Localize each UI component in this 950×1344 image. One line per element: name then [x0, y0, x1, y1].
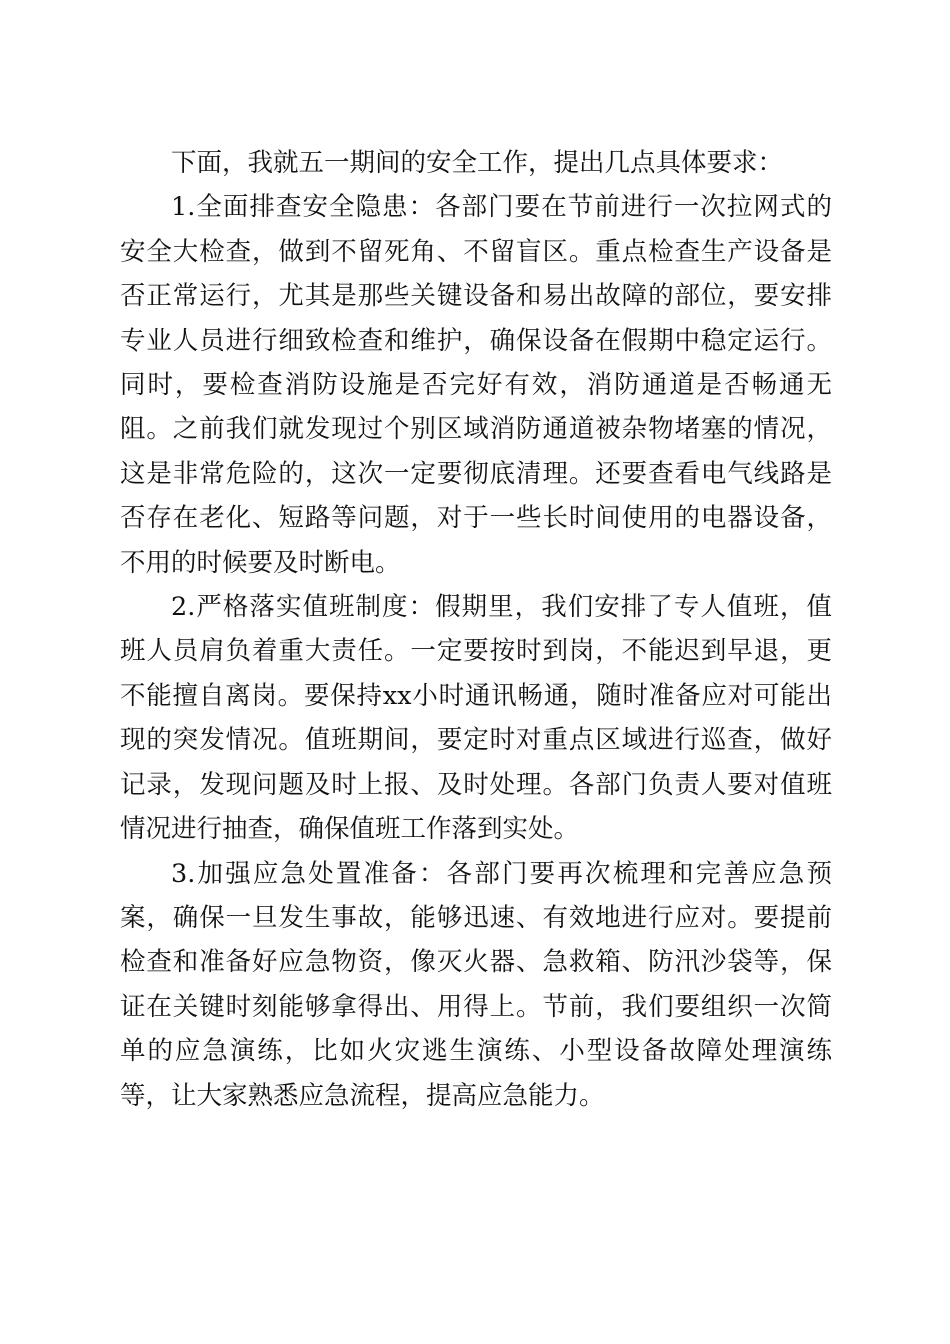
requirement-paragraph-1: 1.全面排查安全隐患：各部门要在节前进行一次拉网式的安全大检查，做到不留死角、不留盲区。重点检查生产设备是否正常运行，尤其是那些关键设备和易出故障的部位，要安排专业人员进行细致检查和维护，确保设备在假期中稳定运行。同时，要检查消防设施是否完好有效，消防通道是否畅通无阻。之前我们就发现过个别区域消防通道被杂物堵塞的情况，这是非常危险的，这次一定要彻底清理。还要查看电气线路是否存在老化、短路等问题，对于一些长时间使用的电器设备，不用的时候要及时断电。	[120, 192, 832, 578]
intro-paragraph: 下面，我就五一期间的安全工作，提出几点具体要求：	[171, 148, 784, 178]
requirement-paragraph-3: 3.加强应急处置准备：各部门要再次梳理和完善应急预案，确保一旦发生事故，能够迅速、有效地进行应对。要提前检查和准备好应急物资，像灭火器、急救箱、防汛沙袋等，保证在关键时刻能够拿得出、用得上。节前，我们要组织一次简单的应急演练，比如火灾逃生演练、小型设备故障处理演练等，让大家熟悉应急流程，提高应急能力。	[120, 858, 832, 1111]
document-body	[120, 141, 832, 1118]
requirement-paragraph-2: 2.严格落实值班制度：假期里，我们安排了专人值班，值班人员肩负着重大责任。一定要按时到岗，不能迟到早退，更不能擅自离岗。要保持xx小时通讯畅通，随时准备应对可能出现的突发情况。值班期间，要定时对重点区域进行巡查，做好记录，发现问题及时上报、及时处理。各部门负责人要对值班情况进行抽查，确保值班工作落到实处。	[120, 592, 832, 845]
